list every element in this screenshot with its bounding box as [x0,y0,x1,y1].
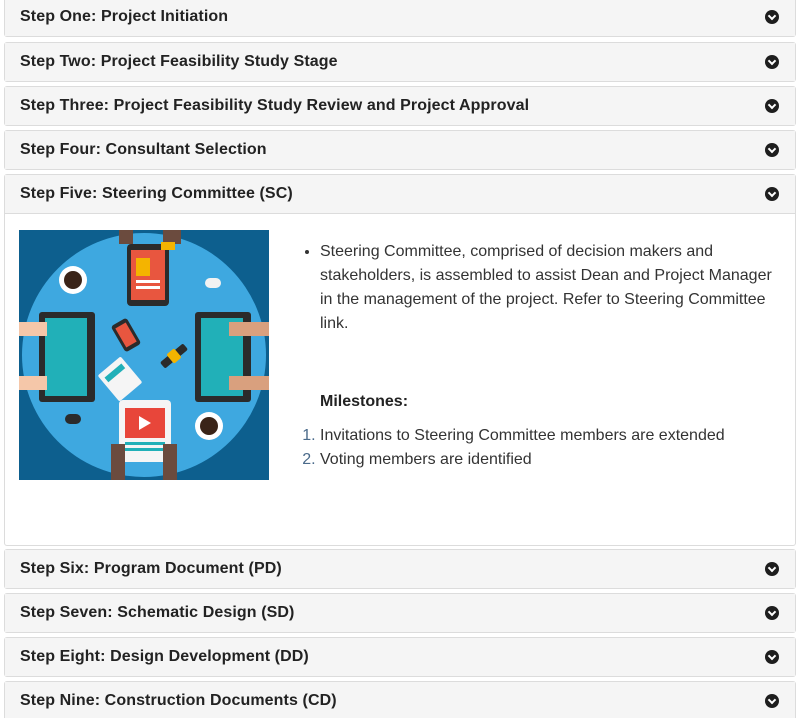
step-1-header[interactable] [5,0,795,36]
step-9-header[interactable] [5,682,795,718]
chevron-down-icon [765,55,779,69]
step-6-panel [4,549,796,589]
step-5-header[interactable] [5,175,795,214]
step-5-panel [4,174,796,546]
step-9-title: Step Nine: Construction Documents (CD) [20,692,337,709]
description-list [301,240,781,336]
step-2-header[interactable] [5,43,795,81]
step-1-panel [4,0,796,37]
step-7-header[interactable] [5,594,795,632]
step-3-panel [4,86,796,126]
step-8-header[interactable] [5,638,795,676]
step-4-panel [4,130,796,170]
milestones-heading: Milestones: [320,393,409,410]
step-3-header[interactable] [5,87,795,125]
team-meeting-illustration [19,230,269,480]
milestone-list [301,424,781,472]
chevron-down-icon [765,143,779,157]
milestone-item: 1. Invitations to Steering Committee members are extended [320,424,781,448]
chevron-down-icon [765,562,779,576]
chevron-down-icon [765,606,779,620]
step-5-body [5,214,795,545]
description-item: • Steering Committee, comprised of decision makers and stakeholders, is assembled to assist Dean and Project Manager in the management of the project. Refer to Steering Committee link. [320,240,781,336]
step-1-title: Step One: Project Initiation [20,8,229,25]
step-2-panel [4,42,796,82]
chevron-down-icon [765,99,779,113]
milestone-item: 2. Voting members are identified [320,448,781,472]
step-7-title: Step Seven: Schematic Design (SD) [20,604,295,621]
chevron-down-icon [765,10,779,24]
step-6-header[interactable] [5,550,795,588]
step-8-title: Step Eight: Design Development (DD) [20,648,309,665]
step-8-panel [4,637,796,677]
step-2-title: Step Two: Project Feasibility Study Stage [20,53,338,70]
step-3-title: Step Three: Project Feasibility Study Review and Project Approval [20,97,530,114]
step-4-title: Step Four: Consultant Selection [20,141,267,158]
chevron-down-icon [765,187,779,201]
step-7-panel [4,593,796,633]
step-5-title: Step Five: Steering Committee (SC) [20,185,293,202]
step-6-title: Step Six: Program Document (PD) [20,560,282,577]
step-4-header[interactable] [5,131,795,169]
chevron-down-icon [765,650,779,664]
step-5-content [301,240,781,472]
chevron-down-icon [765,694,779,708]
step-9-panel [4,681,796,718]
